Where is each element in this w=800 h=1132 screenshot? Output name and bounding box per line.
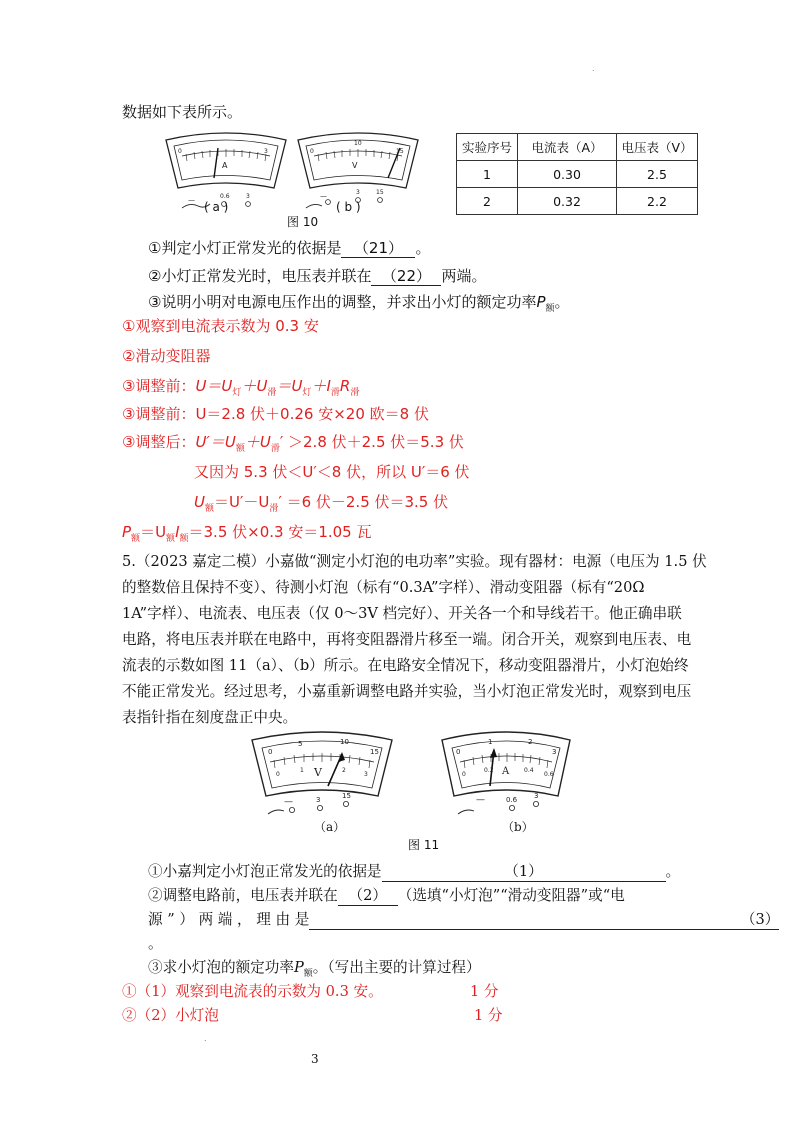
fig10-label-b: ( b ) — [336, 200, 361, 214]
table-cell: 2.2 — [617, 188, 698, 215]
ammeter-b-unit: A — [502, 766, 510, 777]
answer-6: 又因为 5.3 伏＜U′＜8 伏，所以 U′＝6 伏 — [194, 463, 470, 481]
fig11-caption: 图 11 — [408, 838, 440, 852]
table-header: 电压表（V） — [617, 134, 698, 161]
q5-blank-3: （3） — [309, 911, 779, 930]
problem5-line: 不能正常发光。经过思考，小嘉重新调整电路并实验，当小灯泡正常发光时，观察到电压 — [122, 683, 692, 700]
ammeter-a-terminal-3: 3 — [246, 193, 250, 200]
ammeter-a-terminal-06: 0.6 — [220, 193, 230, 200]
answer-3: ③调整前：$U=U_灯+U_滑=U_灯+I_滑R_滑$ — [122, 377, 360, 398]
answer-4: ③调整前：U＝2.8 伏＋0.26 安×20 欧＝8 伏 — [122, 405, 429, 423]
header-dot: . — [592, 64, 595, 73]
fig11-label-b: （b） — [502, 820, 534, 834]
voltmeter-a-terminal-neg: — — [284, 797, 293, 807]
q5-blank-2: （2） — [338, 887, 398, 906]
table-cell: 0.32 — [518, 188, 617, 215]
table-cell: 2.5 — [617, 161, 698, 188]
problem5-line: 的整数倍且保持不变）、待测小灯泡（标有“0.3A”字样）、滑动变阻器（标有“20Ω — [122, 579, 645, 596]
table-cell: 0.30 — [518, 161, 617, 188]
voltmeter-b-unit: V — [352, 161, 358, 170]
voltmeter-a-terminal-15: 15 — [342, 792, 351, 800]
problem5-line: 电路，将电压表并联在电路中，再将变阻器滑片移至一端。闭合开关，观察到电压表、电 — [122, 631, 692, 648]
answer-1: ①观察到电流表示数为 0.3 安 — [122, 317, 319, 335]
q5-part2-line2: 源 ” ） 两 端 ， 理 由 是 （3） — [148, 911, 780, 928]
problem5-line: 5.（2023 嘉定二模）小嘉做“测定小灯泡的电功率”实验。现有器材：电源（电压为 1.5 伏 — [122, 553, 707, 570]
table-row — [457, 161, 698, 188]
voltmeter-a-small-0: 0 — [276, 771, 280, 778]
page-number: 3 — [311, 1052, 319, 1066]
table-row — [457, 188, 698, 215]
voltmeter-a-tick-0: 0 — [268, 748, 273, 756]
problem5-line: 1A”字样）、电流表、电压表（仅 0～3V 档完好）、开关各一个和导线若干。他正确串联 — [122, 605, 682, 622]
table-header: 实验序号 — [457, 134, 518, 161]
ammeter-b-tick-3: 3 — [552, 748, 557, 756]
ammeter-a-tick-0: 0 — [178, 148, 182, 155]
ammeter-b-small-04: 0.4 — [524, 767, 534, 774]
fig11-label-a: （a） — [314, 820, 346, 834]
fig10-caption: 图 10 — [287, 215, 319, 229]
problem5-line: 表指针指在刻度盘正中央。 — [122, 709, 298, 726]
voltmeter-a-tick-15: 15 — [370, 748, 379, 756]
voltmeter-b-tick-0: 0 — [310, 148, 314, 155]
voltmeter-a — [252, 732, 392, 814]
table-header-row — [457, 134, 698, 161]
ammeter-b-tick-1: 1 — [488, 738, 493, 746]
q5-part3: ③求小灯泡的额定功率$P_额$。（写出主要的计算过程） — [148, 959, 481, 979]
blank-22: （22） — [371, 267, 441, 286]
question-21: ①判定小灯正常发光的依据是 （21） 。 — [148, 239, 431, 257]
ammeter-a — [166, 133, 286, 208]
q5-answer-1: ①（1）观察到电流表的示数为 0.3 安。 — [122, 983, 383, 1000]
voltmeter-a-terminal-3: 3 — [316, 796, 321, 804]
q5-answer-2: ②（2）小灯泡 — [122, 1007, 219, 1024]
table-cell: 2 — [457, 188, 518, 215]
ammeter-a-unit: A — [222, 161, 228, 170]
figure-10 — [160, 130, 440, 215]
footer-dot: . — [204, 1034, 207, 1043]
question-22: ②小灯正常发光时，电压表并联在 （22） 两端。 — [148, 267, 487, 285]
ammeter-a-terminal-neg: — — [188, 196, 195, 204]
voltmeter-a-small-3: 3 — [364, 771, 368, 778]
voltmeter-b-terminal-15: 15 — [376, 189, 384, 196]
ammeter-b-terminal-neg: — — [476, 795, 485, 805]
fig10-label-a: ( a ) — [204, 200, 229, 214]
data-table — [456, 133, 698, 215]
answer-7: $U_额=U'-U_滑' =6$ 伏－2.5 伏＝3.5 伏 — [194, 493, 449, 514]
voltmeter-a-small-1: 1 — [300, 767, 304, 774]
table-header: 电流表（A） — [518, 134, 617, 161]
ammeter-b — [442, 732, 570, 814]
q5-blank-1: （1） — [382, 863, 666, 882]
voltmeter-b — [298, 133, 418, 208]
q5-part2: ②调整电路前，电压表并联在 （2） （选填“小灯泡”“滑动变阻器”或“电 — [148, 887, 625, 904]
voltmeter-b-tick-15: 15 — [396, 148, 404, 155]
answer-2: ②滑动变阻器 — [122, 347, 211, 365]
voltmeter-a-tick-5: 5 — [298, 740, 303, 748]
q5-answer-1-score: 1 分 — [470, 983, 499, 1000]
ammeter-a-tick-3: 3 — [264, 148, 268, 155]
intro-text: 数据如下表所示。 — [122, 103, 243, 121]
ammeter-b-tick-0: 0 — [456, 748, 461, 756]
voltmeter-b-terminal-neg: — — [320, 192, 327, 200]
problem5-line: 流表的示数如图 11（a）、（b）所示。在电路安全情况下，移动变阻器滑片，小灯泡始终 — [122, 657, 689, 674]
q5-part2-end: 。 — [148, 935, 163, 952]
voltmeter-a-unit: V — [314, 766, 322, 779]
ammeter-b-small-06: 0.6 — [544, 771, 554, 778]
voltmeter-b-tick-10: 10 — [354, 140, 362, 147]
table-cell: 1 — [457, 161, 518, 188]
ammeter-b-terminal-3: 3 — [534, 792, 539, 800]
answer-5: ③调整后：$U'=U_额+U_滑' >2.8$ 伏＋2.5 伏＝5.3 伏 — [122, 433, 464, 454]
ammeter-b-terminal-06: 0.6 — [506, 796, 518, 804]
voltmeter-a-tick-10: 10 — [340, 738, 349, 746]
voltmeter-b-terminal-3: 3 — [356, 189, 360, 196]
answer-8: $P_额=U_额I_额=3.5$ 伏×0.3 安＝1.05 瓦 — [122, 523, 372, 544]
ammeter-b-tick-2: 2 — [528, 738, 533, 746]
voltmeter-a-small-2: 2 — [342, 767, 346, 774]
ammeter-b-small-0: 0 — [462, 771, 466, 778]
q5-part1: ①小嘉判定小灯泡正常发光的依据是 （1） 。 — [148, 863, 681, 880]
question-23: ③说明小明对电源电压作出的调整，并求出小灯的额定功率$P_额$。 — [148, 293, 570, 314]
q5-answer-2-score: 1 分 — [474, 1007, 503, 1024]
ammeter-b-small-02: 0.2 — [484, 767, 494, 774]
blank-21: （21） — [341, 239, 415, 258]
